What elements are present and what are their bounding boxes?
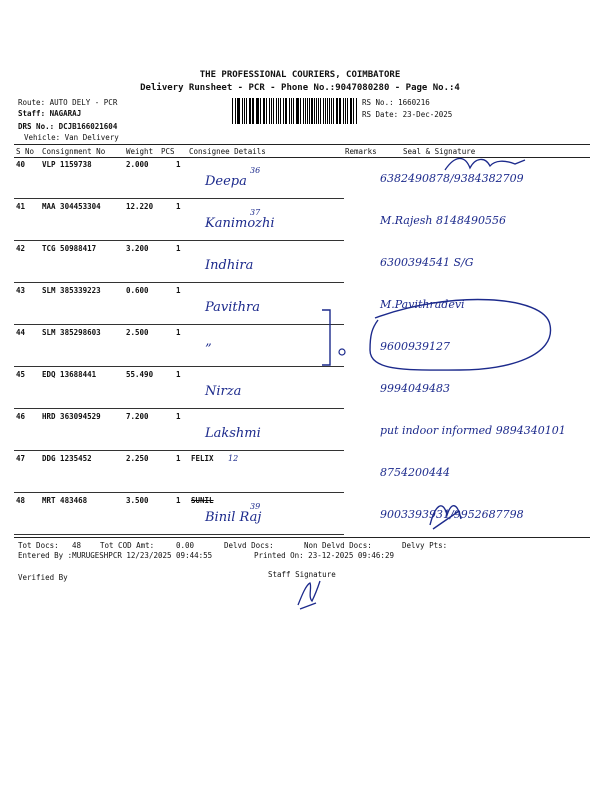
delvy-pts-label: Delvy Pts:	[402, 541, 448, 550]
row-consignee-printed: FELIX	[191, 454, 214, 463]
barcode-bar	[257, 98, 259, 124]
barcode-bar	[283, 98, 284, 124]
row-seal-signature: M.Pavithradevi	[380, 298, 465, 311]
barcode-bar	[311, 98, 312, 124]
barcode-bar	[285, 98, 286, 124]
barcode-bar	[323, 98, 324, 124]
row-sno: 47	[16, 454, 26, 463]
barcode-bar	[249, 98, 250, 124]
entered-by: Entered By :MURUGESHPCR 12/23/2025 09:44:55	[18, 551, 213, 560]
row-note: 36	[250, 166, 261, 175]
delvd-docs-label: Delvd Docs:	[224, 541, 274, 550]
row-weight: 55.490	[126, 370, 154, 379]
row-pcs: 1	[176, 244, 181, 253]
barcode-bar	[235, 98, 236, 124]
row-seal-signature: 6382490878/9384382709	[380, 172, 524, 185]
barcode-bar	[264, 98, 265, 124]
row-consignment-no: SLM 385298603	[42, 328, 101, 337]
barcode-bar	[263, 98, 264, 124]
row-weight: 0.600	[126, 286, 149, 295]
row-pcs: 1	[176, 286, 181, 295]
row-consignment-no: MRT 483468	[42, 496, 88, 505]
barcode-bar	[350, 98, 351, 124]
barcode-bar	[305, 98, 306, 124]
row-consignee-handwritten: ”	[205, 342, 212, 357]
barcode-bar	[309, 98, 310, 124]
row-sno: 43	[16, 286, 26, 295]
barcode-bar	[339, 98, 340, 124]
rs-date: RS Date: 23-Dec-2025	[362, 110, 453, 119]
barcode-bar	[232, 98, 233, 124]
row-seal-signature: 6300394541 S/G	[380, 256, 474, 269]
staff-signature-label: Staff Signature	[268, 570, 336, 579]
row-consignment-no: MAA 304453304	[42, 202, 101, 211]
tot-docs-label: Tot Docs:	[18, 541, 59, 550]
barcode-bar	[242, 98, 244, 124]
col-sno-header: S No	[16, 147, 35, 156]
barcode-bar	[266, 98, 267, 124]
col-consignee-header: Consignee Details	[189, 147, 266, 156]
runsheet-subtitle: Delivery Runsheet - PCR - Phone No.:9047080280 - Page No.:4	[140, 83, 460, 93]
row-seal-signature: 9994049483	[380, 382, 450, 395]
row-consignee-handwritten: Nirza	[205, 384, 242, 399]
barcode-bar	[250, 98, 251, 124]
footer-rule	[14, 537, 590, 538]
barcode-bar	[351, 98, 352, 124]
row-separator	[14, 450, 344, 451]
barcode-bar	[269, 98, 270, 124]
row-sno: 45	[16, 370, 26, 379]
row-consignee-handwritten: Pavithra	[205, 300, 260, 315]
barcode-bar	[246, 98, 247, 124]
row-consignment-no: VLP 1159738	[42, 160, 92, 169]
non-delvd-docs-label: Non Delvd Docs:	[304, 541, 372, 550]
barcode-bar	[238, 98, 239, 124]
row-seal-signature: put indoor informed 9894340101	[380, 424, 566, 437]
row-consignee-printed: SUNIL	[191, 496, 214, 505]
tot-cod-label: Tot COD Amt:	[100, 541, 155, 550]
row-separator	[14, 324, 344, 325]
row-weight: 7.200	[126, 412, 149, 421]
barcode-bar	[316, 98, 317, 124]
barcode-bar	[347, 98, 348, 124]
row-separator	[14, 240, 344, 241]
barcode-bar	[278, 98, 280, 124]
row-weight: 2.000	[126, 160, 149, 169]
row-seal-signature: M.Rajesh 8148490556	[380, 214, 506, 227]
row-consignee-handwritten: Binil Raj	[205, 510, 262, 525]
barcode-bar	[300, 98, 301, 124]
barcode-image	[232, 98, 358, 124]
row-weight: 3.500	[126, 496, 149, 505]
printed-on: Printed On: 23-12-2025 09:46:29	[254, 551, 394, 560]
barcode-bar	[273, 98, 274, 124]
barcode-bar	[331, 98, 332, 124]
rs-number: RS No.: 1660216	[362, 98, 430, 107]
row-seal-signature: 9003393931/9952687798	[380, 508, 524, 521]
barcode-bar	[286, 98, 287, 124]
row-weight: 2.250	[126, 454, 149, 463]
row-separator	[14, 366, 344, 367]
row-note: 37	[250, 208, 261, 217]
route-label: Route: AUTO DELY - PCR	[18, 98, 118, 107]
row-sno: 40	[16, 160, 26, 169]
barcode-bar	[333, 98, 334, 124]
row-pcs: 1	[176, 328, 181, 337]
row-pcs: 1	[176, 496, 181, 505]
barcode-bar	[297, 98, 299, 124]
barcode-bar	[252, 98, 253, 124]
row-sno: 42	[16, 244, 26, 253]
row-note: 12	[228, 454, 239, 463]
barcode-bar	[296, 98, 297, 124]
barcode-bar	[343, 98, 344, 124]
row-separator	[14, 282, 344, 283]
row-consignment-no: TCG 50988417	[42, 244, 97, 253]
barcode-bar	[314, 98, 315, 124]
drs-number: DRS No.: DCJB166021604	[18, 122, 118, 131]
barcode-bar	[340, 98, 341, 124]
verified-by-label: Verified By	[18, 573, 68, 582]
col-seal-header: Seal & Signature	[403, 147, 476, 156]
barcode-bar	[336, 98, 338, 124]
barcode-bar	[356, 98, 357, 124]
barcode-bar	[307, 98, 308, 124]
header-top-rule	[14, 144, 590, 145]
row-consignee-handwritten: Deepa	[205, 174, 247, 189]
col-weight-header: Weight	[126, 147, 154, 156]
barcode-bar	[325, 98, 326, 124]
row-consignee-handwritten: Lakshmi	[205, 426, 261, 441]
tot-cod-value: 0.00	[176, 541, 195, 550]
row-pcs: 1	[176, 370, 181, 379]
row-pcs: 1	[176, 160, 181, 169]
barcode-bar	[256, 98, 257, 124]
row-sno: 41	[16, 202, 26, 211]
row-note: 39	[250, 502, 261, 511]
row-seal-signature: 9600939127	[380, 340, 450, 353]
signature-scribble-40	[440, 150, 530, 180]
row-consignment-no: SLM 385339223	[42, 286, 101, 295]
barcode-bar	[327, 98, 328, 124]
barcode-bar	[289, 98, 290, 124]
row-pcs: 1	[176, 412, 181, 421]
row-consignment-no: DDG 1235452	[42, 454, 92, 463]
vehicle-label: Vehicle: Van Delivery	[24, 133, 119, 142]
barcode-bar	[345, 98, 346, 124]
row-separator	[14, 198, 344, 199]
row-consignment-no: EDQ 13688441	[42, 370, 97, 379]
bracket-annotation	[300, 290, 590, 380]
barcode-bar	[303, 98, 304, 124]
row-consignee-handwritten: Kanimozhi	[205, 216, 275, 231]
row-separator	[14, 492, 344, 493]
row-sno: 46	[16, 412, 26, 421]
row-consignee-handwritten: Indhira	[205, 258, 254, 273]
barcode-bar	[291, 98, 292, 124]
barcode-bar	[280, 98, 281, 124]
barcode-bar	[353, 98, 354, 124]
row-weight: 2.500	[126, 328, 149, 337]
row-weight: 3.200	[126, 244, 149, 253]
barcode-bar	[237, 98, 238, 124]
row-pcs: 1	[176, 202, 181, 211]
signature-scribble-48	[425, 495, 465, 535]
row-seal-signature: 8754200444	[380, 466, 450, 479]
company-title: THE PROFESSIONAL COURIERS, COIMBATORE	[199, 70, 401, 80]
barcode-bar	[320, 98, 321, 124]
col-consignment-header: Consignment No	[42, 147, 106, 156]
barcode-bar	[293, 98, 294, 124]
barcode-bar	[329, 98, 330, 124]
row-sno: 44	[16, 328, 26, 337]
col-pcs-header: PCS	[161, 147, 175, 156]
row-sno: 48	[16, 496, 26, 505]
staff-signature-scribble	[290, 575, 330, 615]
barcode-bar	[276, 98, 277, 124]
staff-label: Staff: NAGARAJ	[18, 109, 82, 118]
row-weight: 12.220	[126, 202, 154, 211]
row-separator	[14, 408, 344, 409]
barcode-bar	[318, 98, 320, 124]
row-pcs: 1	[176, 454, 181, 463]
col-remarks-header: Remarks	[345, 147, 377, 156]
row-separator	[14, 534, 344, 535]
tot-docs-value: 48	[72, 541, 82, 550]
barcode-bar	[260, 98, 261, 124]
barcode-bar	[244, 98, 245, 124]
barcode-bar	[271, 98, 272, 124]
row-consignment-no: HRD 363094529	[42, 412, 101, 421]
